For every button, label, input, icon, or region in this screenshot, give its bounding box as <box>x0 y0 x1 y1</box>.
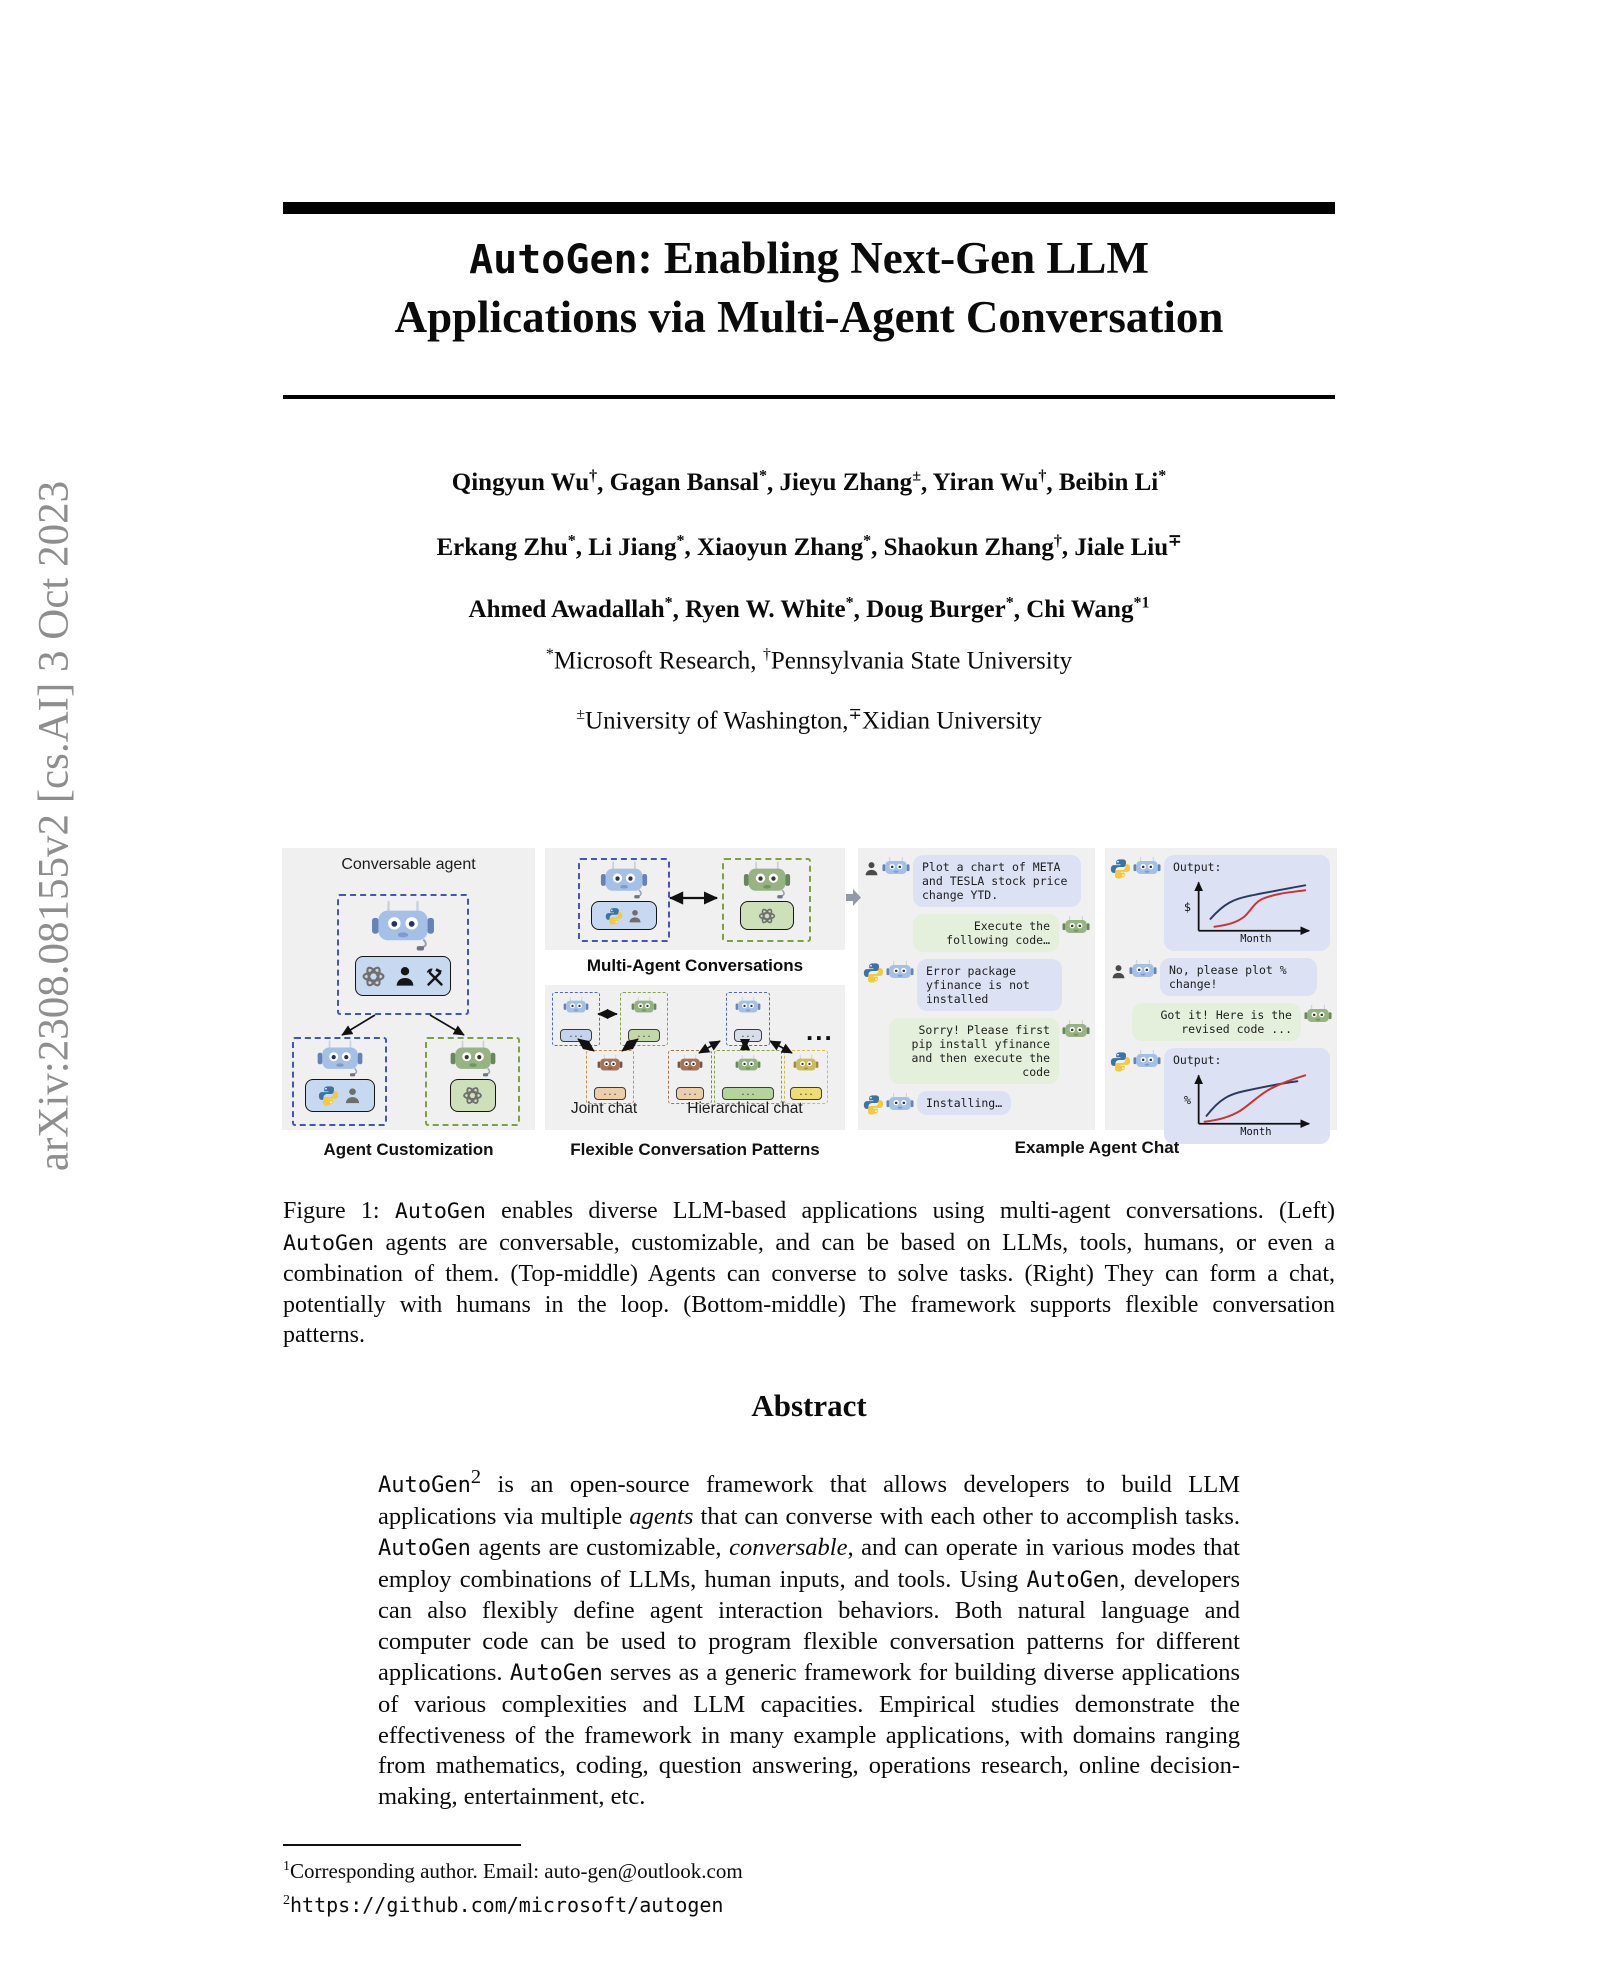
title-line-1 <box>469 233 1149 283</box>
capability-chip <box>305 1079 375 1112</box>
author-name: Ahmed Awadallah* <box>468 594 673 623</box>
capability-chip <box>591 901 657 930</box>
conversable-agent-box <box>337 894 469 1015</box>
author-name: Xiaoyun Zhang* <box>697 532 872 561</box>
pattern-agent-orange <box>586 1050 634 1104</box>
robot-icon <box>743 860 791 901</box>
author-name: Beibin Li* <box>1058 468 1167 497</box>
chat-message <box>863 1018 1090 1084</box>
joint-chat-label: Joint chat <box>570 1100 638 1117</box>
stock-mini-chart <box>1173 1068 1321 1136</box>
pattern-agent-green <box>620 992 668 1046</box>
assistant-robot-blue-icon <box>882 856 910 880</box>
chat-avatars <box>1062 1018 1090 1043</box>
chat-message <box>863 855 1090 907</box>
pattern-agent-yellow <box>784 1050 828 1104</box>
pattern-agent-brown <box>668 1050 712 1104</box>
conversable-agent-label: Conversable agent <box>341 856 476 873</box>
output-label: Output: <box>1173 860 1222 874</box>
llm-logo-icon <box>360 963 387 990</box>
python-logo-icon <box>863 1094 884 1115</box>
author-name: Shaokun Zhang† <box>883 532 1062 561</box>
abstract-heading: Abstract <box>751 1388 867 1423</box>
panel-agent-customization <box>282 848 535 1130</box>
author-line: Ahmed Awadallah*, Ryen W. White*, Doug Burger*, Chi Wang$^{*1}$ <box>468 594 1150 623</box>
chat-bubble: No, please plot % change! <box>1160 958 1317 996</box>
author-name: Erkang Zhu* <box>436 532 576 561</box>
agent-chip: ... <box>676 1087 704 1100</box>
figure-1 <box>282 848 1337 1170</box>
svg-text:%: % <box>1183 1092 1191 1107</box>
panel-multi-agent-conversation <box>545 848 845 950</box>
chat-avatars <box>863 959 914 984</box>
chat-bubble <box>1164 855 1330 951</box>
agent-box-green <box>722 858 811 942</box>
llm-logo-icon <box>757 906 777 926</box>
chat-column <box>1105 848 1337 1136</box>
chat-message <box>863 1091 1090 1116</box>
title-rule-bottom <box>283 395 1335 399</box>
chat-message <box>1110 1048 1332 1144</box>
panel-example-chat-left <box>858 848 1095 1130</box>
python-logo-icon <box>863 962 884 983</box>
user-icon <box>1110 963 1127 980</box>
figure-caption: Figure 1: AutoGen enables diverse LLM-based applications using multi-agent conversations. (Left) AutoGen agents are conversable, customizable, and can be based on LLMs, tools, humans, or even a combination of them. (Top-middle) Agents can converse to solve tasks. (Right) They can form a chat, potentially with humans in the loop. (Bottom-middle) The framework supports flexible conversation patterns. <box>283 1198 1335 1349</box>
author-line: Qingyun Wu†, Gagan Bansal*, Jieyu Zhang±, Yiran Wu†, Beibin Li* <box>451 468 1167 497</box>
arxiv-banner <box>6 465 102 1187</box>
chat-bubble: Plot a chart of META and TESLA stock price change YTD. <box>913 855 1081 907</box>
stock-mini-chart <box>1173 875 1321 943</box>
assistant-robot-green-icon <box>1062 1019 1090 1043</box>
author-name: Qingyun Wu† <box>451 468 598 497</box>
tools-icon <box>423 964 447 988</box>
more-patterns-ellipsis: ... <box>806 1016 834 1046</box>
footnote: $^2$https://github.com/microsoft/autogen <box>283 1893 724 1917</box>
chat-avatars <box>1062 914 1090 939</box>
assistant-robot-blue-icon <box>886 960 914 984</box>
agent-customization-label: Agent Customization <box>323 1140 494 1159</box>
svg-text:Month: Month <box>1240 933 1272 943</box>
agent-chip: ... <box>594 1087 626 1100</box>
author-name: Gagan Bansal* <box>609 468 767 497</box>
footnote-rule <box>283 1844 521 1846</box>
robot-icon <box>735 1054 761 1076</box>
assistant-robot-blue-icon <box>1133 856 1161 880</box>
author-name: Jieyu Zhang± <box>779 468 921 497</box>
author-line: Erkang Zhu*, Li Jiang*, Xiaoyun Zhang*, Shaokun Zhang†, Jiale Liu∓ <box>436 532 1182 561</box>
chat-column <box>858 848 1095 1130</box>
agent-chip: ... <box>734 1029 762 1042</box>
svg-text:$: $ <box>1183 899 1191 914</box>
chat-bubble: Got it! Here is the revised code ... <box>1132 1003 1301 1041</box>
python-logo-icon <box>318 1085 339 1106</box>
python-logo-icon <box>1110 1051 1131 1072</box>
author-name: Chi Wang$^{*1}$ <box>1026 594 1150 623</box>
author-name: Ryen W. White* <box>685 594 854 623</box>
custom-agent-box-blue <box>292 1037 387 1126</box>
chat-message <box>1110 958 1332 996</box>
chat-bubble: Sorry! Please first pip install yfinance and then execute the code <box>889 1018 1059 1084</box>
github-url-link[interactable]: https://github.com/microsoft/autogen <box>290 1893 724 1917</box>
chat-avatars <box>1110 855 1161 880</box>
pattern-agent-green-wide <box>714 1050 782 1104</box>
user-icon <box>863 860 880 877</box>
footnotes <box>283 1852 1043 1920</box>
assistant-robot-green-icon <box>1062 915 1090 939</box>
robot-icon <box>631 996 657 1018</box>
panel-example-chat-right <box>1105 848 1337 1136</box>
agent-box-blue <box>578 858 670 942</box>
chat-avatars <box>863 1091 914 1116</box>
affiliation-line: *Microsoft Research, †Pennsylvania State University <box>545 646 1073 675</box>
python-logo-icon <box>1110 858 1131 879</box>
output-label: Output: <box>1173 1053 1222 1067</box>
assistant-robot-green-icon <box>1304 1004 1332 1028</box>
pattern-agent-blue <box>552 992 600 1046</box>
capability-chip <box>740 901 794 930</box>
abstract-body: AutoGen$^2$ is an open-source framework that allows developers to build LLM applications via multiple agents that can converse with each other to accomplish tasks. AutoGen agents are customizable, conversable, and can operate in various modes that employ combinations of LLMs, human inputs, and tools. Using AutoGen, developers can also flexibly define agent interaction behaviors. Both natural language and computer code can be used to program flexible conversation patterns for different applications. AutoGen serves as a generic framework for building diverse applications of various complexities and LLM capacities. Empirical studies demonstrate the effectiveness of the framework in many example applications, with domains ranging from mathematics, coding, question answering, operations research, online decision-making, entertainment, etc. <box>378 1466 1241 1811</box>
robot-icon <box>793 1054 819 1076</box>
robot-icon <box>371 899 435 954</box>
chat-avatars <box>863 855 910 880</box>
agent-chip: ... <box>790 1087 822 1100</box>
python-logo-icon <box>605 907 623 925</box>
human-icon <box>393 964 417 988</box>
pattern-agent-blue-top <box>726 992 770 1046</box>
llm-logo-icon <box>461 1084 484 1107</box>
human-icon <box>627 908 643 924</box>
assistant-robot-blue-icon <box>886 1092 914 1116</box>
chat-bubble <box>1164 1048 1330 1144</box>
author-name: Li Jiang* <box>588 532 685 561</box>
assistant-robot-blue-icon <box>1129 959 1157 983</box>
chat-message <box>863 914 1090 952</box>
capability-chip <box>450 1079 496 1112</box>
title-line1-rest: : Enabling Next-Gen LLM <box>637 233 1149 283</box>
robot-icon <box>597 1054 623 1076</box>
authors-block <box>283 468 1335 657</box>
robot-icon <box>677 1054 703 1076</box>
multi-agent-conversations-label: Multi-Agent Conversations <box>586 956 804 975</box>
chat-avatars <box>1110 1048 1161 1073</box>
affiliation-line: ±University of Washington,∓Xidian University <box>576 706 1042 735</box>
arxiv-banner-text: arXiv:2308.08155v2 [cs.AI] 3 Oct 2023 <box>30 480 78 1172</box>
example-agent-chat-label: Example Agent Chat <box>1014 1138 1180 1157</box>
robot-icon <box>600 860 648 901</box>
svg-text:Month: Month <box>1240 1126 1272 1136</box>
footnote: $^1$Corresponding author. Email: auto-gen@outlook.com <box>283 1859 743 1883</box>
robot-icon <box>735 996 761 1018</box>
chat-message <box>1110 855 1332 951</box>
custom-agent-box-green <box>425 1037 520 1126</box>
chat-bubble: Installing… <box>917 1091 1011 1115</box>
hierarchical-chat-label: Hierarchical chat <box>687 1100 803 1117</box>
robot-icon <box>563 996 589 1018</box>
chat-message <box>1110 1003 1332 1041</box>
agent-chip: ... <box>628 1029 660 1042</box>
author-name: Doug Burger* <box>866 594 1014 623</box>
affiliations-block <box>283 646 1335 765</box>
agent-chip: ... <box>722 1087 774 1100</box>
paper-title <box>283 230 1335 346</box>
author-name: Yiran Wu† <box>932 468 1047 497</box>
chat-avatars <box>1110 958 1157 983</box>
title-autogen: AutoGen <box>469 237 638 283</box>
chat-avatars <box>1304 1003 1332 1028</box>
author-name: Jiale Liu∓ <box>1074 532 1182 561</box>
flexible-conversation-patterns-label: Flexible Conversation Patterns <box>570 1140 820 1159</box>
human-icon <box>343 1086 362 1105</box>
robot-icon <box>450 1039 496 1079</box>
chat-bubble: Execute the following code… <box>913 914 1059 952</box>
title-rule-top <box>283 202 1335 214</box>
title-line-2: Applications via Multi-Agent Conversation <box>394 292 1224 342</box>
capability-chip <box>355 956 451 996</box>
agent-chip: ... <box>560 1029 592 1042</box>
chat-message <box>863 959 1090 1011</box>
robot-icon <box>317 1039 363 1079</box>
assistant-robot-blue-icon <box>1133 1049 1161 1073</box>
chat-bubble: Error package yfinance is not installed <box>917 959 1062 1011</box>
